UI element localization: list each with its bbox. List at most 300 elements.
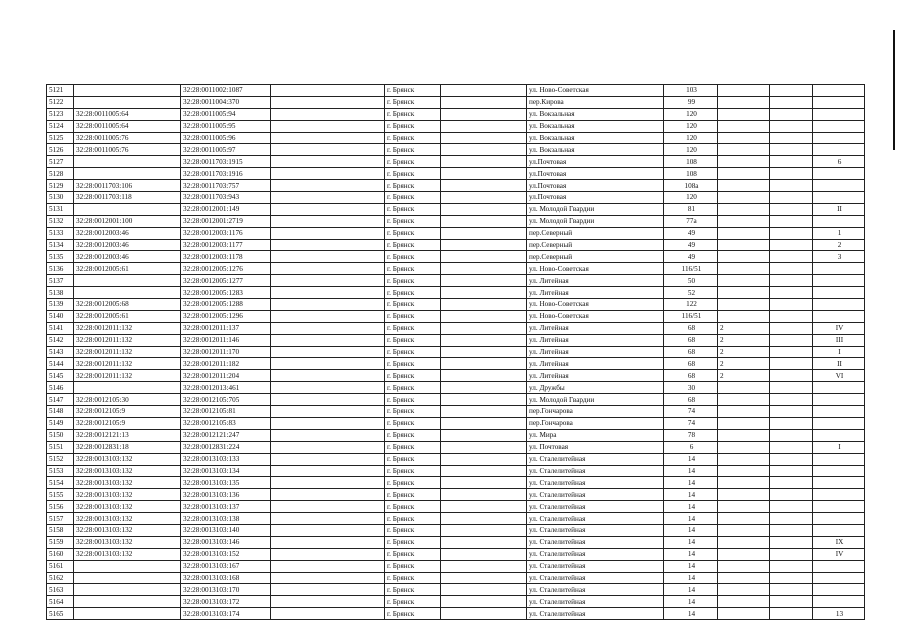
cell-empty-column-6 xyxy=(441,608,527,620)
cell-empty-column-4 xyxy=(271,382,385,394)
cell-empty-column-4 xyxy=(271,501,385,513)
cell-city: г. Брянск xyxy=(385,132,441,144)
cell-previous-cadastral-number xyxy=(74,596,181,608)
cell-previous-cadastral-number: 32:28:0012121:13 xyxy=(74,429,181,441)
cell-empty-column-10 xyxy=(770,132,813,144)
cell-street: ул. Сталелитейная xyxy=(527,513,664,525)
cell-building-unit xyxy=(718,144,770,156)
cell-city: г. Брянск xyxy=(385,572,441,584)
cell-city: г. Брянск xyxy=(385,156,441,168)
cell-house-number: 49 xyxy=(664,251,718,263)
cell-row-number: 5146 xyxy=(47,382,74,394)
cell-row-number: 5154 xyxy=(47,477,74,489)
cell-empty-column-10 xyxy=(770,287,813,299)
cell-row-number: 5144 xyxy=(47,358,74,370)
cell-house-number: 49 xyxy=(664,239,718,251)
cell-previous-cadastral-number xyxy=(74,275,181,287)
cell-street: пер.Северный xyxy=(527,251,664,263)
cell-empty-column-4 xyxy=(271,394,385,406)
cell-empty-column-4 xyxy=(271,370,385,382)
cell-premises-number xyxy=(813,489,865,501)
table-row xyxy=(47,192,865,204)
cell-city: г. Брянск xyxy=(385,287,441,299)
cell-building-unit xyxy=(718,96,770,108)
cell-street: пер.Кирова xyxy=(527,96,664,108)
cell-empty-column-10 xyxy=(770,536,813,548)
cell-empty-column-10 xyxy=(770,584,813,596)
cell-previous-cadastral-number xyxy=(74,572,181,584)
cell-building-unit xyxy=(718,548,770,560)
cell-previous-cadastral-number: 32:28:0012831:18 xyxy=(74,441,181,453)
cell-empty-column-6 xyxy=(441,406,527,418)
cell-previous-cadastral-number: 32:28:0013103:132 xyxy=(74,536,181,548)
cell-previous-cadastral-number: 32:28:0011005:64 xyxy=(74,108,181,120)
cell-cadastral-number: 32:28:0013103:152 xyxy=(181,548,271,560)
cell-empty-column-10 xyxy=(770,120,813,132)
cell-city: г. Брянск xyxy=(385,382,441,394)
table-row xyxy=(47,322,865,334)
cell-previous-cadastral-number: 32:28:0012003:46 xyxy=(74,227,181,239)
cell-row-number: 5134 xyxy=(47,239,74,251)
cell-cadastral-number: 32:28:0011005:95 xyxy=(181,120,271,132)
cell-building-unit xyxy=(718,524,770,536)
table-row xyxy=(47,441,865,453)
cell-house-number: 49 xyxy=(664,227,718,239)
cell-empty-column-4 xyxy=(271,215,385,227)
cell-empty-column-6 xyxy=(441,203,527,215)
cell-previous-cadastral-number: 32:28:0012003:46 xyxy=(74,251,181,263)
cell-empty-column-6 xyxy=(441,477,527,489)
cell-row-number: 5164 xyxy=(47,596,74,608)
cell-premises-number: VI xyxy=(813,370,865,382)
cell-house-number: 116/51 xyxy=(664,310,718,322)
cell-empty-column-4 xyxy=(271,168,385,180)
cell-row-number: 5130 xyxy=(47,192,74,204)
cell-house-number: 14 xyxy=(664,608,718,620)
cell-city: г. Брянск xyxy=(385,524,441,536)
cell-empty-column-6 xyxy=(441,180,527,192)
table-row xyxy=(47,203,865,215)
cell-cadastral-number: 32:28:0012105:705 xyxy=(181,394,271,406)
cell-previous-cadastral-number xyxy=(74,382,181,394)
cell-empty-column-6 xyxy=(441,322,527,334)
cell-empty-column-10 xyxy=(770,227,813,239)
cell-empty-column-10 xyxy=(770,239,813,251)
cell-empty-column-6 xyxy=(441,584,527,596)
cell-empty-column-10 xyxy=(770,144,813,156)
cell-row-number: 5131 xyxy=(47,203,74,215)
table-row xyxy=(47,394,865,406)
cell-house-number: 116/51 xyxy=(664,263,718,275)
cell-city: г. Брянск xyxy=(385,322,441,334)
cell-building-unit xyxy=(718,489,770,501)
table-row xyxy=(47,572,865,584)
cell-row-number: 5133 xyxy=(47,227,74,239)
cell-street: ул. Литейная xyxy=(527,275,664,287)
cell-previous-cadastral-number: 32:28:0012001:100 xyxy=(74,215,181,227)
cell-building-unit xyxy=(718,192,770,204)
table-row xyxy=(47,429,865,441)
cell-house-number: 14 xyxy=(664,548,718,560)
cell-empty-column-6 xyxy=(441,465,527,477)
cell-empty-column-6 xyxy=(441,370,527,382)
cell-street: ул. Сталелитейная xyxy=(527,501,664,513)
cell-house-number: 81 xyxy=(664,203,718,215)
cell-city: г. Брянск xyxy=(385,346,441,358)
cell-cadastral-number: 32:28:0012005:1296 xyxy=(181,310,271,322)
cell-house-number: 30 xyxy=(664,382,718,394)
cell-previous-cadastral-number xyxy=(74,584,181,596)
cell-house-number: 68 xyxy=(664,394,718,406)
cell-city: г. Брянск xyxy=(385,120,441,132)
cell-row-number: 5140 xyxy=(47,310,74,322)
cell-empty-column-10 xyxy=(770,548,813,560)
cell-cadastral-number: 32:28:0012003:1176 xyxy=(181,227,271,239)
cell-empty-column-6 xyxy=(441,287,527,299)
cell-cadastral-number: 32:28:0013103:134 xyxy=(181,465,271,477)
cell-house-number: 68 xyxy=(664,358,718,370)
cell-house-number: 120 xyxy=(664,120,718,132)
cell-previous-cadastral-number: 32:28:0013103:132 xyxy=(74,524,181,536)
cell-house-number: 108 xyxy=(664,156,718,168)
cell-row-number: 5121 xyxy=(47,85,74,97)
cell-empty-column-10 xyxy=(770,215,813,227)
cell-row-number: 5160 xyxy=(47,548,74,560)
cell-row-number: 5126 xyxy=(47,144,74,156)
cell-empty-column-6 xyxy=(441,489,527,501)
cell-empty-column-4 xyxy=(271,417,385,429)
cell-street: ул. Ново-Советская xyxy=(527,299,664,311)
cell-cadastral-number: 32:28:0013103:146 xyxy=(181,536,271,548)
cell-street: ул. Сталелитейная xyxy=(527,560,664,572)
cell-city: г. Брянск xyxy=(385,536,441,548)
table-row xyxy=(47,358,865,370)
cell-cadastral-number: 32:28:0012005:1276 xyxy=(181,263,271,275)
cell-city: г. Брянск xyxy=(385,96,441,108)
table-row xyxy=(47,477,865,489)
cell-building-unit xyxy=(718,584,770,596)
cell-empty-column-6 xyxy=(441,239,527,251)
cell-previous-cadastral-number: 32:28:0011703:106 xyxy=(74,180,181,192)
cell-empty-column-10 xyxy=(770,465,813,477)
cell-empty-column-4 xyxy=(271,406,385,418)
cell-city: г. Брянск xyxy=(385,608,441,620)
table-row xyxy=(47,453,865,465)
cell-row-number: 5153 xyxy=(47,465,74,477)
cell-city: г. Брянск xyxy=(385,441,441,453)
table-row xyxy=(47,596,865,608)
cell-empty-column-6 xyxy=(441,572,527,584)
cell-premises-number: 1 xyxy=(813,227,865,239)
cell-empty-column-6 xyxy=(441,299,527,311)
cell-city: г. Брянск xyxy=(385,596,441,608)
cell-cadastral-number: 32:28:0012001:2719 xyxy=(181,215,271,227)
cell-building-unit xyxy=(718,406,770,418)
cell-row-number: 5139 xyxy=(47,299,74,311)
scan-border-line xyxy=(893,30,895,150)
cell-empty-column-10 xyxy=(770,453,813,465)
cell-empty-column-6 xyxy=(441,524,527,536)
cell-city: г. Брянск xyxy=(385,465,441,477)
cell-empty-column-10 xyxy=(770,501,813,513)
cell-city: г. Брянск xyxy=(385,108,441,120)
cell-building-unit xyxy=(718,251,770,263)
cell-city: г. Брянск xyxy=(385,429,441,441)
cell-street: ул. Сталелитейная xyxy=(527,489,664,501)
cell-house-number: 14 xyxy=(664,501,718,513)
cell-street: ул. Сталелитейная xyxy=(527,524,664,536)
cell-building-unit xyxy=(718,263,770,275)
cell-empty-column-10 xyxy=(770,322,813,334)
cell-cadastral-number: 32:28:0013103:167 xyxy=(181,560,271,572)
cell-building-unit xyxy=(718,287,770,299)
cell-cadastral-number: 32:28:0013103:170 xyxy=(181,584,271,596)
cell-cadastral-number: 32:28:0012831:224 xyxy=(181,441,271,453)
cell-previous-cadastral-number: 32:28:0012011:132 xyxy=(74,346,181,358)
cell-city: г. Брянск xyxy=(385,192,441,204)
cell-premises-number xyxy=(813,406,865,418)
cell-city: г. Брянск xyxy=(385,477,441,489)
cell-street: ул. Вокзальная xyxy=(527,108,664,120)
cell-empty-column-10 xyxy=(770,108,813,120)
table-row xyxy=(47,144,865,156)
cell-cadastral-number: 32:28:0012003:1177 xyxy=(181,239,271,251)
cell-cadastral-number: 32:28:0012011:204 xyxy=(181,370,271,382)
cell-row-number: 5163 xyxy=(47,584,74,596)
cell-cadastral-number: 32:28:0012105:83 xyxy=(181,417,271,429)
cell-previous-cadastral-number: 32:28:0011005:76 xyxy=(74,144,181,156)
cell-cadastral-number: 32:28:0012011:182 xyxy=(181,358,271,370)
cell-empty-column-4 xyxy=(271,477,385,489)
cell-premises-number xyxy=(813,96,865,108)
cell-cadastral-number: 32:28:0012011:170 xyxy=(181,346,271,358)
cell-city: г. Брянск xyxy=(385,203,441,215)
cell-empty-column-10 xyxy=(770,275,813,287)
cell-empty-column-6 xyxy=(441,310,527,322)
cell-street: ул. Сталелитейная xyxy=(527,572,664,584)
cell-previous-cadastral-number: 32:28:0013103:132 xyxy=(74,548,181,560)
cell-empty-column-6 xyxy=(441,120,527,132)
cell-empty-column-6 xyxy=(441,548,527,560)
cell-building-unit xyxy=(718,310,770,322)
cell-cadastral-number: 32:28:0012005:1283 xyxy=(181,287,271,299)
cell-empty-column-4 xyxy=(271,513,385,525)
cell-previous-cadastral-number: 32:28:0012011:132 xyxy=(74,358,181,370)
cell-city: г. Брянск xyxy=(385,501,441,513)
cell-building-unit xyxy=(718,536,770,548)
cell-building-unit xyxy=(718,85,770,97)
cell-row-number: 5142 xyxy=(47,334,74,346)
cell-premises-number: II xyxy=(813,203,865,215)
cell-cadastral-number: 32:28:0011703:1915 xyxy=(181,156,271,168)
cell-row-number: 5161 xyxy=(47,560,74,572)
cell-previous-cadastral-number: 32:28:0013103:132 xyxy=(74,465,181,477)
cell-city: г. Брянск xyxy=(385,310,441,322)
cell-city: г. Брянск xyxy=(385,85,441,97)
table-row xyxy=(47,85,865,97)
cell-empty-column-6 xyxy=(441,513,527,525)
cell-previous-cadastral-number: 32:28:0011005:76 xyxy=(74,132,181,144)
cell-empty-column-6 xyxy=(441,156,527,168)
cell-street: ул. Сталелитейная xyxy=(527,596,664,608)
cell-city: г. Брянск xyxy=(385,215,441,227)
cell-row-number: 5125 xyxy=(47,132,74,144)
cell-building-unit xyxy=(718,596,770,608)
cell-building-unit xyxy=(718,203,770,215)
cell-empty-column-4 xyxy=(271,346,385,358)
cell-premises-number xyxy=(813,215,865,227)
cell-cadastral-number: 32:28:0011005:97 xyxy=(181,144,271,156)
cell-empty-column-4 xyxy=(271,263,385,275)
cell-building-unit xyxy=(718,465,770,477)
cell-premises-number xyxy=(813,560,865,572)
cell-empty-column-10 xyxy=(770,489,813,501)
cell-house-number: 68 xyxy=(664,334,718,346)
table-row xyxy=(47,168,865,180)
cell-empty-column-6 xyxy=(441,346,527,358)
cell-street: ул. Сталелитейная xyxy=(527,608,664,620)
cell-street: пер.Гончарова xyxy=(527,417,664,429)
cell-house-number: 68 xyxy=(664,370,718,382)
table-row xyxy=(47,465,865,477)
cell-city: г. Брянск xyxy=(385,334,441,346)
cell-empty-column-4 xyxy=(271,489,385,501)
cell-previous-cadastral-number: 32:28:0013103:132 xyxy=(74,477,181,489)
table-row xyxy=(47,548,865,560)
cell-house-number: 14 xyxy=(664,560,718,572)
table-row xyxy=(47,584,865,596)
cell-previous-cadastral-number: 32:28:0013103:132 xyxy=(74,453,181,465)
cell-city: г. Брянск xyxy=(385,560,441,572)
table-row xyxy=(47,501,865,513)
cell-house-number: 52 xyxy=(664,287,718,299)
cell-previous-cadastral-number: 32:28:0013103:132 xyxy=(74,489,181,501)
table-row xyxy=(47,215,865,227)
cell-empty-column-10 xyxy=(770,156,813,168)
cell-street: ул. Сталелитейная xyxy=(527,453,664,465)
cell-premises-number xyxy=(813,168,865,180)
cell-empty-column-4 xyxy=(271,144,385,156)
cell-premises-number: IV xyxy=(813,322,865,334)
table-row xyxy=(47,239,865,251)
cell-premises-number: IV xyxy=(813,548,865,560)
cell-empty-column-4 xyxy=(271,465,385,477)
cell-street: пер.Северный xyxy=(527,227,664,239)
cell-empty-column-6 xyxy=(441,85,527,97)
cell-city: г. Брянск xyxy=(385,227,441,239)
cell-building-unit xyxy=(718,453,770,465)
cell-empty-column-4 xyxy=(271,132,385,144)
table-row xyxy=(47,513,865,525)
cell-empty-column-6 xyxy=(441,334,527,346)
cell-building-unit: 2 xyxy=(718,358,770,370)
cell-city: г. Брянск xyxy=(385,168,441,180)
cell-premises-number: 13 xyxy=(813,608,865,620)
cell-house-number: 14 xyxy=(664,513,718,525)
cell-street: ул.Почтовая xyxy=(527,180,664,192)
cell-empty-column-10 xyxy=(770,513,813,525)
table-row xyxy=(47,370,865,382)
table-row xyxy=(47,227,865,239)
cell-cadastral-number: 32:28:0013103:138 xyxy=(181,513,271,525)
cell-building-unit xyxy=(718,477,770,489)
cell-empty-column-10 xyxy=(770,608,813,620)
cell-street: ул. Литейная xyxy=(527,322,664,334)
cell-previous-cadastral-number: 32:28:0012105:30 xyxy=(74,394,181,406)
cell-premises-number xyxy=(813,263,865,275)
cell-cadastral-number: 32:28:0011004:370 xyxy=(181,96,271,108)
cell-cadastral-number: 32:28:0012011:146 xyxy=(181,334,271,346)
cell-city: г. Брянск xyxy=(385,584,441,596)
cell-street: ул. Мира xyxy=(527,429,664,441)
cell-city: г. Брянск xyxy=(385,180,441,192)
cell-building-unit xyxy=(718,513,770,525)
cell-empty-column-10 xyxy=(770,299,813,311)
cell-premises-number xyxy=(813,596,865,608)
cell-building-unit xyxy=(718,299,770,311)
cell-building-unit xyxy=(718,227,770,239)
cell-empty-column-4 xyxy=(271,358,385,370)
cell-premises-number: 6 xyxy=(813,156,865,168)
table-row xyxy=(47,263,865,275)
cell-row-number: 5147 xyxy=(47,394,74,406)
cell-empty-column-4 xyxy=(271,548,385,560)
cell-city: г. Брянск xyxy=(385,394,441,406)
cell-empty-column-4 xyxy=(271,120,385,132)
cell-previous-cadastral-number: 32:28:0013103:132 xyxy=(74,501,181,513)
cell-street: ул. Литейная xyxy=(527,370,664,382)
cell-previous-cadastral-number: 32:28:0012005:68 xyxy=(74,299,181,311)
cell-building-unit xyxy=(718,120,770,132)
cell-premises-number xyxy=(813,584,865,596)
cell-empty-column-4 xyxy=(271,334,385,346)
cell-house-number: 120 xyxy=(664,132,718,144)
cell-city: г. Брянск xyxy=(385,251,441,263)
cell-empty-column-6 xyxy=(441,358,527,370)
cell-empty-column-6 xyxy=(441,227,527,239)
cell-street: ул. Молодой Гвардии xyxy=(527,394,664,406)
cell-building-unit xyxy=(718,156,770,168)
cell-cadastral-number: 32:28:0011002:1087 xyxy=(181,85,271,97)
cell-empty-column-10 xyxy=(770,406,813,418)
table-row xyxy=(47,132,865,144)
cell-empty-column-6 xyxy=(441,132,527,144)
cell-city: г. Брянск xyxy=(385,513,441,525)
cell-row-number: 5148 xyxy=(47,406,74,418)
cell-house-number: 14 xyxy=(664,572,718,584)
cell-house-number: 120 xyxy=(664,108,718,120)
cell-row-number: 5162 xyxy=(47,572,74,584)
cell-empty-column-6 xyxy=(441,144,527,156)
cell-previous-cadastral-number: 32:28:0011005:64 xyxy=(74,120,181,132)
cell-building-unit xyxy=(718,394,770,406)
cell-row-number: 5138 xyxy=(47,287,74,299)
cell-empty-column-4 xyxy=(271,441,385,453)
cell-street: ул.Почтовая xyxy=(527,192,664,204)
table-row xyxy=(47,299,865,311)
cell-empty-column-6 xyxy=(441,394,527,406)
cell-empty-column-10 xyxy=(770,346,813,358)
cell-house-number: 122 xyxy=(664,299,718,311)
cell-empty-column-4 xyxy=(271,536,385,548)
cell-cadastral-number: 32:28:0012003:1178 xyxy=(181,251,271,263)
cell-street: ул. Литейная xyxy=(527,346,664,358)
cell-row-number: 5150 xyxy=(47,429,74,441)
cell-empty-column-4 xyxy=(271,572,385,584)
cell-previous-cadastral-number: 32:28:0012105:9 xyxy=(74,417,181,429)
cell-premises-number xyxy=(813,477,865,489)
cell-previous-cadastral-number: 32:28:0012105:9 xyxy=(74,406,181,418)
